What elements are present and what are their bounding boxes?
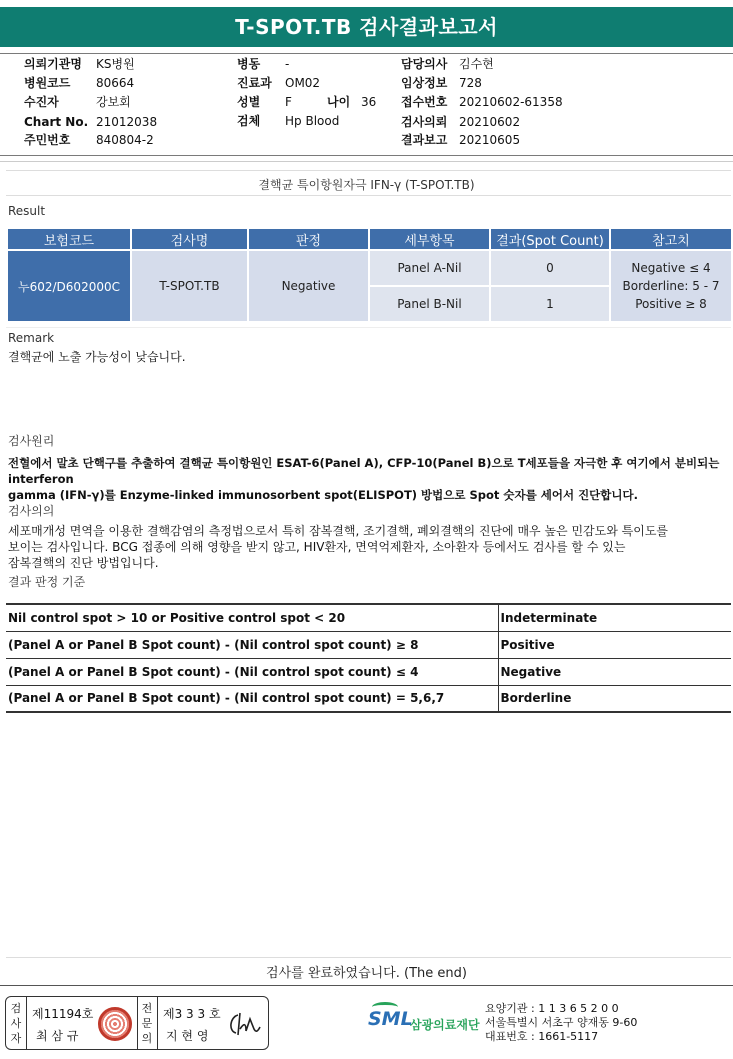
- criteria-result: Positive: [498, 631, 731, 658]
- org-name: 삼광의료재단: [410, 1018, 480, 1032]
- doctor-label: 전문의: [141, 1002, 153, 1045]
- significance-text-1: 세포매개성 면역을 이용한 결핵감염의 측정법으로서 특히 잠복결핵, 조기결핵, 폐외결핵의 진단에 매우 높은 민감도와 특이도를: [8, 524, 669, 538]
- seal-stamp-icon: [98, 1007, 132, 1041]
- table-row: [7, 250, 732, 286]
- table-row: [6, 604, 731, 631]
- inspector-name: 최 삼 규: [36, 1029, 79, 1043]
- the-end-text: 검사를 완료하였습니다. (The end): [266, 966, 467, 981]
- principle-box: [6, 430, 731, 500]
- doctor-license-no: 제3 3 3 호: [163, 1007, 221, 1021]
- footer-divider: [0, 985, 733, 986]
- info-row-age: 나이 36: [327, 95, 377, 109]
- significance-text-2: 보이는 검사입니다. BCG 접종에 의해 영향을 받지 않고, HIV환자, 면역억제환자, 소아환자 등에서도 검사를 할 수 있는: [8, 540, 626, 554]
- end-divider: [6, 957, 731, 958]
- info-divider-light: [0, 161, 733, 162]
- info-row-hospital-code: 병원코드 80664: [24, 76, 135, 90]
- header-reference: 참고치: [610, 228, 732, 250]
- info-row-accession-no: 접수번호 20210602-61358: [401, 95, 563, 109]
- criteria-label: 결과 판정 기준: [8, 575, 86, 589]
- contact-facility-code: 요양기관 : 1 1 3 6 5 2 0 0: [485, 1002, 619, 1015]
- inspector-license-no: 제11194호: [32, 1007, 94, 1021]
- header-test-name: 검사명: [131, 228, 248, 250]
- header-detail-item: 세부항목: [369, 228, 490, 250]
- significance-box: [6, 502, 731, 600]
- reference-negative: Negative ≤ 4: [631, 261, 711, 275]
- criteria-result: Indeterminate: [498, 604, 731, 631]
- header-judgement: 판정: [248, 228, 369, 250]
- info-row-dept: 진료과 OM02: [237, 76, 321, 90]
- section-title-divider: [6, 195, 731, 196]
- test-name-cell: T-SPOT.TB: [131, 250, 248, 322]
- criteria-condition: (Panel A or Panel B Spot count) - (Nil control spot count) = 5,6,7: [6, 685, 498, 712]
- contact-phone: 대표번호 : 1661-5117: [485, 1030, 599, 1043]
- spot-count-cell: 0: [490, 250, 610, 286]
- judgement-cell: Negative: [248, 250, 369, 322]
- reference-positive: Positive ≥ 8: [635, 297, 707, 311]
- detail-item-cell: Panel B-Nil: [369, 286, 490, 322]
- info-row-report-date: 결과보고 20210605: [401, 133, 521, 147]
- info-row-resident-no: 주민번호 840804-2: [24, 133, 154, 147]
- info-divider: [0, 155, 733, 156]
- signature-divider: [137, 997, 138, 1049]
- header-insurance-code: 보험코드: [7, 228, 131, 250]
- section-title: 결핵균 특이항원자극 IFN-γ (T-SPOT.TB): [258, 178, 475, 192]
- spot-count-cell: 1: [490, 286, 610, 322]
- signature-box: [5, 996, 269, 1050]
- criteria-condition: (Panel A or Panel B Spot count) - (Nil control spot count) ≤ 4: [6, 658, 498, 685]
- principle-label: 검사원리: [8, 434, 55, 448]
- result-table-header: [7, 228, 732, 250]
- logo-mark: SML: [368, 1008, 413, 1030]
- header-spot-count: 결과(Spot Count): [490, 228, 610, 250]
- reference-borderline: Borderline: 5 - 7: [622, 279, 720, 293]
- handwritten-signature-icon: [224, 1009, 262, 1039]
- criteria-condition: Nil control spot > 10 or Positive control spot < 20: [6, 604, 498, 631]
- info-row-chart-no: Chart No. 21012038: [24, 115, 158, 129]
- result-label: Result: [8, 204, 46, 218]
- signature-divider: [26, 997, 27, 1049]
- contact-info: [485, 1002, 637, 1044]
- table-row: [6, 685, 731, 712]
- report-title: T-SPOT.TB 검사결과보고서: [0, 7, 733, 47]
- info-row-request-date: 검사의뢰 20210602: [401, 115, 521, 129]
- info-row-hospital: 의뢰기관명 KS병원: [24, 57, 135, 71]
- detail-item-cell: Panel A-Nil: [369, 250, 490, 286]
- inspector-label: 검사자: [10, 1002, 22, 1045]
- table-row: [6, 658, 731, 685]
- criteria-condition: (Panel A or Panel B Spot count) - (Nil control spot count) ≥ 8: [6, 631, 498, 658]
- info-row-specimen: 검체 Hp Blood: [237, 114, 340, 128]
- criteria-table: [6, 603, 731, 713]
- table-row: [6, 631, 731, 658]
- remark-label: Remark: [8, 331, 55, 345]
- title-divider: [0, 53, 733, 54]
- remark-box: [6, 327, 731, 427]
- doctor-name: 지 현 영: [166, 1029, 209, 1043]
- reference-cell: [610, 250, 732, 322]
- info-row-clinical-info: 임상정보 728: [401, 76, 482, 90]
- principle-text-2: gamma (IFN-γ)를 Enzyme-linked immunosorbent spot(ELISPOT) 방법으로 Spot 숫자를 세어서 진단합니다.: [8, 488, 638, 502]
- contact-address: 서울특별시 서초구 양재동 9-60: [485, 1016, 638, 1029]
- significance-text-3: 잠복결핵의 진단 방법입니다.: [8, 556, 159, 570]
- significance-label: 검사의의: [8, 504, 55, 518]
- remark-text: 결핵균에 노출 가능성이 낮습니다.: [8, 350, 186, 364]
- info-row-sex: 성별 F: [237, 95, 292, 109]
- info-row-patient: 수진자 강보회: [24, 95, 131, 109]
- criteria-result: Borderline: [498, 685, 731, 712]
- criteria-result: Negative: [498, 658, 731, 685]
- info-row-ward: 병동 -: [237, 57, 290, 71]
- section-divider: [6, 170, 731, 171]
- info-row-doctor: 담당의사 김수현: [401, 57, 494, 71]
- principle-text-1: 전혈에서 말초 단핵구를 추출하여 결핵균 특이항원인 ESAT-6(Panel A), CFP-10(Panel B)으로 T세포들을 자극한 후 여기에서 분비되는 interferon: [8, 456, 720, 486]
- insurance-code-cell: 누602/D602000C: [7, 250, 131, 322]
- signature-divider: [157, 997, 158, 1049]
- result-table: [6, 227, 733, 323]
